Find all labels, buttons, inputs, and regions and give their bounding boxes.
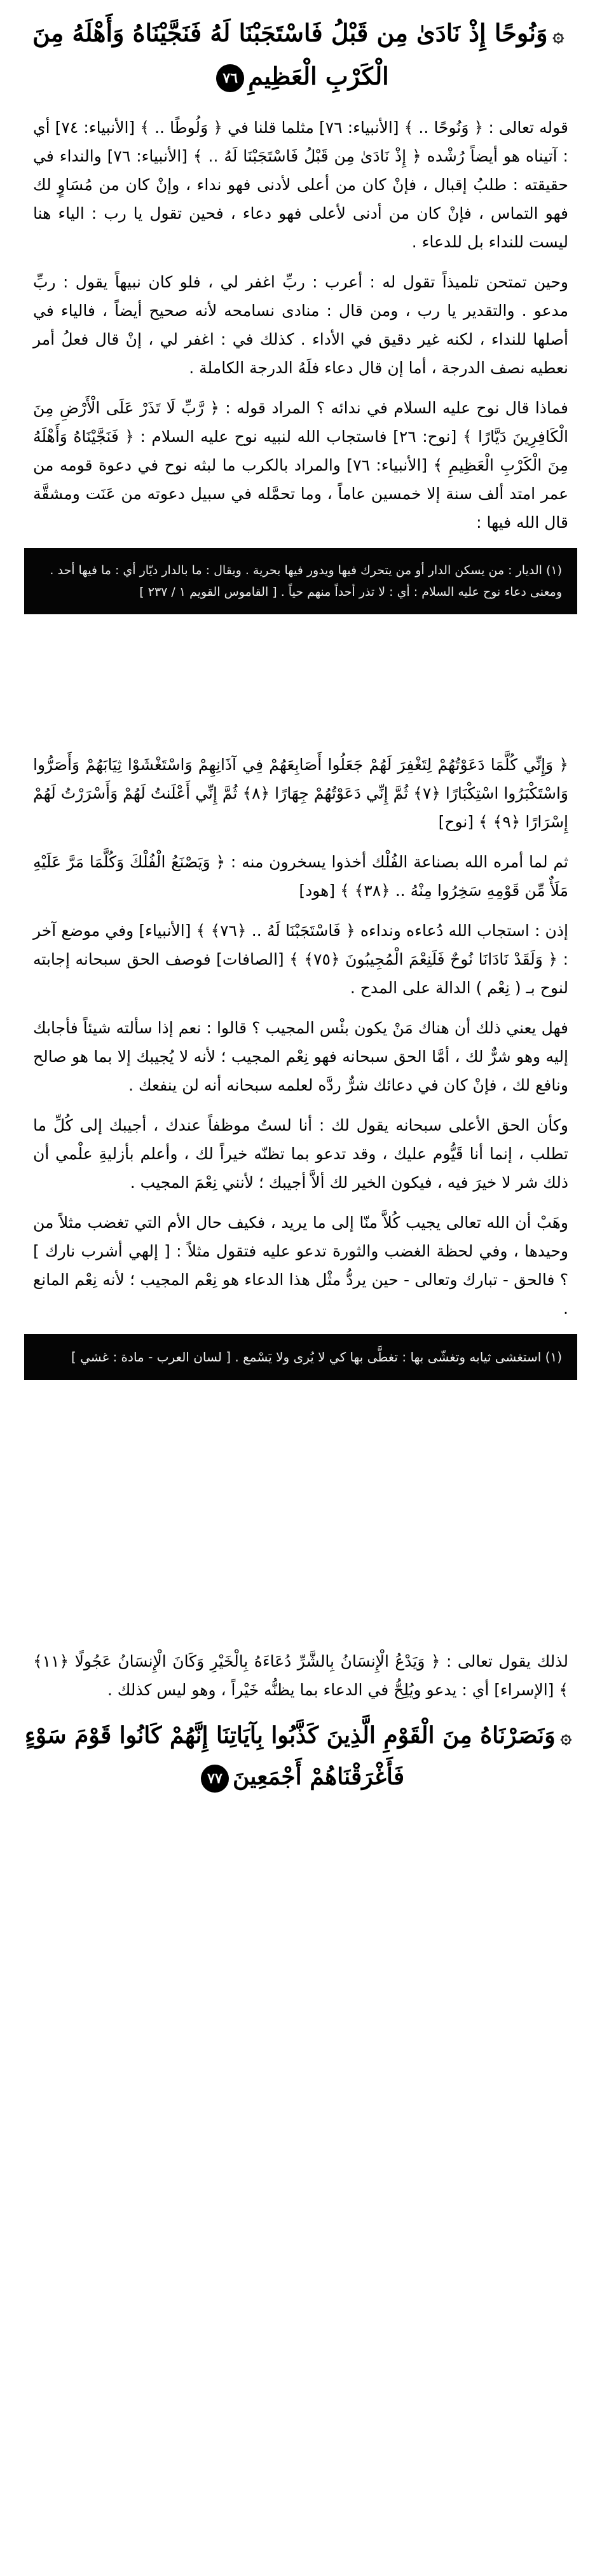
paragraph: فهل يعني ذلك أن هناك مَنْ يكون بئْس المجيب ؟ قالوا : نعم إذا سألته شيئاً فأجابك إليه وهو شرٌّ لك ، أمَّا الحق سبحانه فهو نِعْم المجيب ؛ لأنه لا يُجيبك إلا بما هو صالح ونافع لك ، فإنْ كان في دعائك شرٌّ ردَّه لعلمه سبحانه أنه لن ينفعك . — [33, 1019, 568, 1094]
ornament-icon: ۞ — [560, 1726, 572, 1748]
page-2 — [24, 750, 577, 1380]
paragraph: وحين تمتحن تلميذاً تقول له : أعرب : ربِّ اغفر لي ، فلو كان نبيهاً يقول : ربِّ مدعو . والتقدير يا رب ، ومن قال : منادى نسامحه لأنه صحيح أيضاً ، فالياء في أصلها للنداء ، لكنه غير دقيق في الأداء . كذلك في : اغفر لي ، إنْ قال فعلُ أمر نعطيه نصف الدرجة ، أما إن قال دعاء فلَهُ الدرجة الكاملة . — [33, 272, 568, 377]
footer-verse-text: وَنَصَرْنَاهُ مِنَ الْقَوْمِ الَّذِينَ كَذَّبُوا بِآيَاتِنَا إِنَّهُمْ كَانُوا قَوْمَ سَوْءٍ فَأَغْرَقْنَاهُمْ أَجْمَعِينَ — [24, 1722, 556, 1790]
verse-header — [24, 13, 577, 97]
page-3 — [24, 1647, 577, 1796]
paragraph: قوله تعالى : ﴿ وَنُوحًا .. ﴾ [الأنبياء: ٧٦] مثلما قلنا في ﴿ وَلُوطًا .. ﴾ [الأنبياء: ٧٤] أي : آتيناه هو أيضاً رُشْده ﴿ إِذْ نَادَىٰ مِن قَبْلُ فَاسْتَجَبْنَا لَهُ .. ﴾ [الأنبياء: ٧٦] والنداء في حقيقته : طلبُ إقبال ، فإنْ كان من أعلى لأدنى فهو نداء ، وإنْ كان من مُسَاوٍ لك فهو التماس ، فإنْ كان من أدنى لأعلى فهو دعاء ، فحين تقول يا رب : الياء هنا ليست للنداء بل للدعاء . — [33, 118, 569, 251]
paragraph: وكأن الحق الأعلى سبحانه يقول لك : أنا لستُ موظفاً عندك ، أجيبك إلى كُلِّ ما تطلب ، إنما أنا قَيُّوم عليك ، وقد تدعو بما تظنّه خيراً لك ، وأعلم بأزليةِ علْمي أن ذلك شر لا خيرَ فيه ، فيكون الخير لك ألاَّ أجيبك ؛ لأنني نِعْمَ المجيب . — [33, 1116, 568, 1192]
footnote: (١) الديار : من يسكن الدار أو من يتحرك فيها ويدور فيها بحرية . ويقال : ما بالدار ديّار أي : ما فيها أحد . ومعنى دعاء نوح عليه السلام : أي : لا تذر أحداً منهم حياً . [ القاموس القويم ١ / ٢٣٧ ] — [24, 548, 577, 614]
paragraph: وهَبْ أن الله تعالى يجيب كُلاَّ منّا إلى ما يريد ، فكيف حال الأم التي تغضب مثلاً من وحيدها ، وفي لحظة الغضب والثورة تدعو عليه فتقول مثلاً : [ إلهي أشرب نارك ] ؟ فالحق - تبارك وتعالى - حين يردُّ مثْل هذا الدعاء هو نِعْم المجيب ؛ لأنه نِعْم المانع . — [33, 1213, 568, 1318]
ayah-number-badge: ٧٦ — [216, 64, 244, 92]
footnote: (١) استغشى ثيابه وتغشّى بها : تغطَّى بها كي لا يُرى ولا يَسْمع . [ لسان العرب - مادة : غشي ] — [24, 1334, 577, 1380]
paragraph: لذلك يقول تعالى : ﴿ وَيَدْعُ الْإِنسَانُ بِالشَّرِّ دُعَاءَهُ بِالْخَيْرِ وَكَانَ الْإِنسَانُ عَجُولًا ﴿١١﴾ ﴾ [الإسراء] أي : يدعو ويُلِحُّ في الدعاء بما يظنُّه خَيْراً ، وهو ليس كذلك . — [33, 1652, 568, 1699]
paragraph: إذن : استجاب الله دُعاءه ونداءه ﴿ فَاسْتَجَبْنَا لَهُ .. ﴿٧٦﴾ ﴾ [الأنبياء] وفي موضع آخر : ﴿ وَلَقَدْ نَادَانَا نُوحٌ فَلَنِعْمَ الْمُجِيبُونَ ﴿٧٥﴾ ﴾ [الصافات] فوصف الحق سبحانه إجابته لنوح بـ ( نِعْم ) الدالة على المدح . — [33, 921, 568, 997]
page-1 — [24, 13, 577, 614]
ornament-icon: ۞ — [552, 24, 565, 46]
footer-verse — [24, 1716, 577, 1796]
paragraph: فماذا قال نوح عليه السلام في ندائه ؟ المراد قوله : ﴿ رَّبِّ لَا تَذَرْ عَلَى الْأَرْضِ مِنَ الْكَافِرِينَ دَيَّارًا ﴾ [نوح: ٢٦] فاستجاب الله لنبيه نوح عليه السلام : ﴿ فَنَجَّيْنَاهُ وَأَهْلَهُ مِنَ الْكَرْبِ الْعَظِيمِ ﴾ [الأنبياء: ٧٦] والمراد بالكرب ما لبثه نوح في دعوة قومه من عمر امتد ألف سنة إلا خمسين عاماً ، وما تحمَّله في سبيل دعوته من عَنَت ومشقَّة قال الله فيها : — [33, 398, 568, 532]
paragraph: ﴿ وَإِنِّي كُلَّمَا دَعَوْتُهُمْ لِتَغْفِرَ لَهُمْ جَعَلُوا أَصَابِعَهُمْ فِي آذَانِهِمْ وَاسْتَغْشَوْا ثِيَابَهُمْ وَأَصَرُّوا وَاسْتَكْبَرُوا اسْتِكْبَارًا ﴿٧﴾ ثُمَّ إِنِّي دَعَوْتُهُمْ جِهَارًا ﴿٨﴾ ثُمَّ إِنِّي أَعْلَنتُ لَهُمْ وَأَسْرَرْتُ لَهُمْ إِسْرَارًا ﴿٩﴾ ﴾ [نوح] — [33, 755, 568, 831]
ayah-number-badge: ٧٧ — [201, 1765, 229, 1793]
header-verse-text: وَنُوحًا إِذْ نَادَىٰ مِن قَبْلُ فَاسْتَجَبْنَا لَهُ فَنَجَّيْنَاهُ وَأَهْلَهُ مِنَ الْكَرْبِ الْعَظِيمِ — [32, 18, 548, 90]
paragraph: ثم لما أمره الله بصناعة الفُلْك أخذوا يسخرون منه : ﴿ وَيَصْنَعُ الْفُلْكَ وَكُلَّمَا مَرَّ عَلَيْهِ مَلَأٌ مِّن قَوْمِهِ سَخِرُوا مِنْهُ .. ﴿٣٨﴾ ﴾ [هود] — [33, 853, 568, 900]
